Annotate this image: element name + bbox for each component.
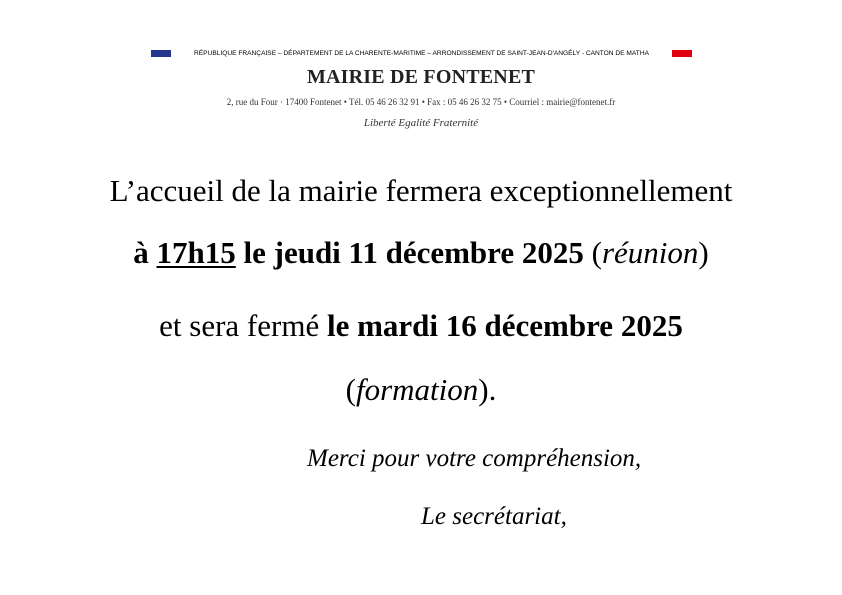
closed-date-2: le mardi 16 décembre 2025 [326,308,683,343]
signature-text: Le secrétariat, [421,503,567,530]
mairie-title: MAIRIE DE FONTENET [306,66,536,88]
paren-open-1: ( [583,235,602,270]
notice-line-2 [0,235,842,271]
mairie-address: 2, rue du Four · 17400 Fontenet • Tél. 05 46 26 32 91 • Fax : 05 46 26 32 75 • Courriel : mairie@fontenet.fr [226,97,616,107]
notice-line-3 [0,308,842,344]
notice-line-1-text: L’accueil de la mairie fermera exceptionnellement [109,173,733,208]
thanks-text: Merci pour votre compréhension, [307,445,642,472]
notice-line-4 [0,372,842,408]
header-strip [151,49,692,58]
reason-2: formation [355,372,479,407]
flag-blue-bar [151,50,171,57]
closing-time: 17h15 [156,235,236,270]
flag-red-bar [672,50,692,57]
notice-line-2-prefix: à [133,235,157,270]
notice-line-3-prefix: et sera fermé [159,308,327,343]
republic-line: RÉPUBLIQUE FRANÇAISE – DÉPARTEMENT DE LA CHARENTE-MARITIME – ARRONDISSEMENT DE SAINT-JEAN-D'ANGÉLY - CANTON DE MATHA [194,50,649,57]
notice-line-1 [0,173,842,209]
motto: Liberté Egalité Fraternité [363,117,479,129]
paren-open-2: ( [345,372,356,407]
closing-date-1: le jeudi 11 décembre 2025 [235,235,584,270]
paren-close-1: ) [698,235,709,270]
reason-1: réunion [601,235,699,270]
paren-close-2: ). [478,372,497,407]
